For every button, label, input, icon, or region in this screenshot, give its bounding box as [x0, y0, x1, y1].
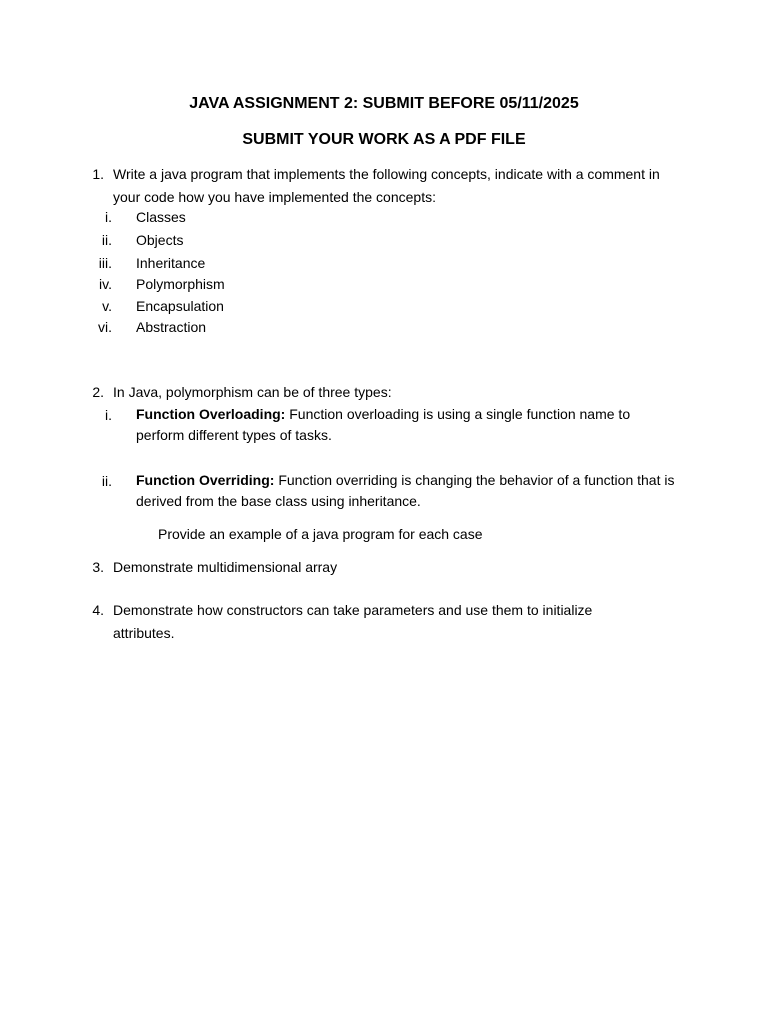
question-number: 4. — [92, 602, 104, 618]
list-item-number: iii. — [98, 255, 112, 271]
list-item-number: iv. — [99, 276, 112, 292]
list-item: Abstraction — [136, 319, 207, 335]
term-description: Function overloading is using a single function name to perform different types of tasks. — [136, 406, 631, 443]
question-number: 3. — [92, 559, 104, 575]
list-item: Classes — [136, 209, 186, 225]
list-item-number: vi. — [98, 319, 112, 335]
list-item — [136, 404, 681, 446]
question-text: Demonstrate how constructors can take parameters and use them to initialize attributes. — [113, 602, 593, 641]
list-item — [136, 470, 681, 512]
document-title: JAVA ASSIGNMENT 2: SUBMIT BEFORE 05/11/2025 — [189, 95, 579, 112]
question-text: Demonstrate multidimensional array — [113, 559, 338, 575]
document-subtitle: SUBMIT YOUR WORK AS A PDF FILE — [242, 131, 526, 148]
question-text: Write a java program that implements the following concepts, indicate with a comment in your code how you have implemented the concepts: — [113, 166, 660, 205]
term-label: Function Overloading: — [136, 406, 286, 422]
list-item: Objects — [136, 232, 184, 248]
list-item-number: ii. — [101, 232, 112, 248]
term-label: Function Overriding: — [136, 472, 275, 488]
question-number: 2. — [92, 384, 104, 400]
list-item-number: v. — [102, 298, 112, 314]
list-item: Encapsulation — [136, 298, 224, 314]
instruction-note: Provide an example of a java program for each case — [158, 526, 483, 542]
list-item-number: i. — [105, 209, 112, 225]
list-item-number: i. — [105, 407, 112, 423]
question-text: In Java, polymorphism can be of three types: — [113, 384, 392, 400]
term-description: Function overriding is changing the behavior of a function that is derived from the base class using inheritance. — [136, 472, 675, 509]
list-item: Polymorphism — [136, 276, 225, 292]
question-number: 1. — [92, 166, 104, 182]
list-item: Inheritance — [136, 255, 206, 271]
list-item-number: ii. — [101, 473, 112, 489]
